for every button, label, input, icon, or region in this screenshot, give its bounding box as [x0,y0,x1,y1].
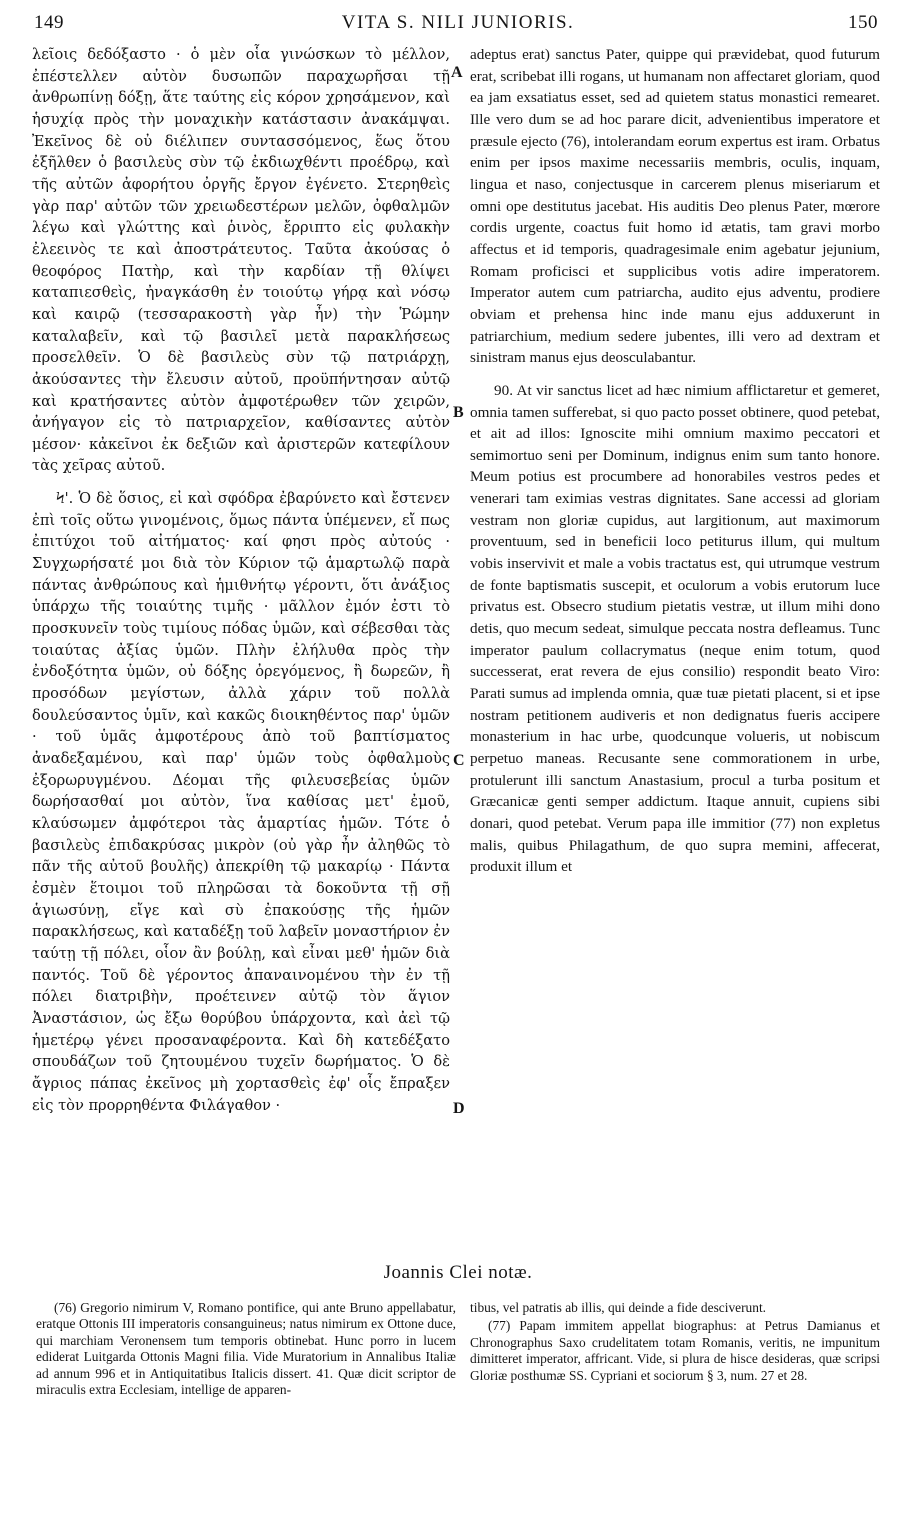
latin-paragraph-1: adeptus erat) sanctus Pater, quippe qui prævidebat, quod futurum erat, scribebat illi rogans, ut humanam non affectaret gloriam, quod ea jam exsatiatus esset, sed ad quietem status monastici remearet. Ille vero dum se ad hoc parare dicit, advenientibus imperatore et præsule ejecto (76), intolerandam eorum expertus est iram. Orbatus enim per ipsos maxime necessariis membris, oculis, inquam, lingua et naso, conjectusque in carcerem plenus miseriarum et omni ope destitutus jacebat. His auditis Deo plenus Pater, mœrore cordis urgente, coactus fuit homo id ætatis, tam gravi morbo affectus et id temporis, quadragesimale enim agebatur jejunium, Romam proficisci et supplicibus votis adire imperatorem. Imperator autem cum patriarcha, audito ejus adventu, prodiere obviam et prehensa hinc inde manu ejus adduxerunt in patriarchium, medium sedere jubentes, illi vero ad dextram et sinistram manus ejus deosculabantur. [470,46,880,367]
margin-mark-c: C [453,752,465,769]
footnote-76-continued: tibus, vel patratis ab illis, qui deinde a fide desciverunt. [470,1300,767,1315]
running-title: VITA S. NILI JUNIORIS. [341,12,575,33]
footnote-77: (77) Papam immitem appellat biographus: at Petrus Damianus et Chronographus Saxo crudelitatem totam Romanis, veritis, ne impunitum dimitteret imperator, affricant. Vide, si plura de hisce desideras, quæ scripsi Gloriæ posthumæ SS. Cypriani et sociorum § 3, num. 27 et 28. [470,1318,880,1383]
latin-paragraph-2: 90. At vir sanctus licet ad hæc nimium afflictaretur et gemeret, omnia tamen sufferebat, si quo pacto posset obtinere, quod petebat, et ait ad illos: Ignoscite mihi omnium maximo peccatori et semimortuo seni per Dominum, indignus enim sum tanto honore. Meum potius est procumbere ad honorabiles vestros pedes et venerari tam eximias vestras dignitates. Sane accessi ad gloriam vestram non gloriæ cupidus, aut largitionum, aut maximorum proventuum, sed in beneficii loco petiturus illum, qui multum vobis inservivit et male a vobis tractatus est, qui utrumque vestrum de fonte baptismatis suscepit, et oculorum a vobis erutorum luce privatus est. Obsecro studium pietatis vestræ, ut illum mihi dono detis, quo mecum sedeat, simulque peccata nostra defleamus. Tunc imperator paulum collacrymatus (neque enim totum, quod successerat, erat revera de ejus consilio) respondit beato Viro: Parati sumus ad implenda omnia, quæ tuæ pietati placent, si et ipse nostram petitionem audiveris et non dedignatus fueris accipere monasterium in hac urbe, quodcunque volueris, ut nobiscum perpetuo maneas. Recusante sene commorationem in urbe, protulerunt illi sanctum Anastasium, procul a turba positum et Græcanicæ genti semper addictum. Itaque annuit, cupiens sibi donari, quod petebat. Verum papa ille immitior (77) non expletus malis, quibus Philagathum, de quo supra memini, affecerat, produxit illum et [470,381,880,876]
greek-paragraph-2: Ϟ'. Ὁ δὲ ὅσιος, εἰ καὶ σφόδρα ἐβαρύνετο καὶ ἔστενεν ἐπὶ τοῖς οὕτω γινομένοις, ὅμως πάντα ὑπέμενεν, εἴ πως ἐπιτύχοι τοῦ αἰτήματος· καί φησι πρὸς αὐτούς · Συγχωρήσατέ μοι διὰ τὸν Κύριον τῷ ἁμαρτωλῷ παρὰ πάντας ἀνθρώπους καὶ ἡμιθνήτῳ γέροντι, ὅτι ἀνάξιος ὑπάρχω τῆς τοιαύτης τιμῆς · μᾶλλον ἐμόν ἐστι τὸ προσκυνεῖν τοὺς τιμίους πόδας ὑμῶν, καὶ σέβεσθαι τὰς τοιαύτας ἀξίας ὑμῶν. Πλὴν ἐλήλυθα πρὸς τὴν ἐνδοξότητα ὑμῶν, οὐ δόξης ὀρεγόμενος, ἢ δωρεῶν, ἢ προσόδων μεγίστων, ἀλλὰ χάριν τοῦ πολλὰ δουλεύσαντος ὑμῖν, καὶ κακῶς διοικηθέντος παρ' ὑμῶν · τοῦ ὑμᾶς ἀμφοτέρους ἀπὸ τοῦ βαπτίσματος ἀναδεξαμένου, καὶ παρ' ὑμῶν τοὺς ὀφθαλμοὺς ἐξορωρυγμένου. Δέομαι τῆς φιλευσεβείας ὑμῶν δωρήσασθαί μοι αὐτὸν, ἵνα καθίσας μετ' ἐμοῦ, κλαύσωμεν ἀμφότεροι τὰς ἁμαρτίας ἡμῶν. Τότε ὁ βασιλεὺς ἐπιδακρύσας μικρὸν (οὐ γὰρ ἦν ἀληθῶς τὸ πᾶν τῆς αὐτοῦ βουλῆς) ἀπεκρίθη τῷ μακαρίῳ · Πάντα ἐσμὲν ἕτοιμοι τοῦ πληρῶσαι τὰ δοκοῦντα τῇ σῇ ἁγιωσύνῃ, εἴγε καὶ σὺ ἐπακούσῃς τῆς ἡμῶν παρακλήσεως, καὶ καταδέξῃ τοῦ λαβεῖν μοναστήριον ἐν ταύτῃ τῇ πόλει, οἷον ἂν βούλῃ, καὶ εἶναι μεθ' ἡμῶν διὰ παντός. Τοῦ δὲ γέροντος ἀπαναινομένου τὴν ἐν τῇ πόλει διατριβὴν, προέτεινεν αὐτῷ τὸν ἅγιον Ἀναστάσιον, ὡς ἔξω θορύβου ὑπάρχοντα, καὶ ἀεὶ τῷ ἡμετέρῳ γένει προσαναφέροντα. Καὶ δὴ κατεδέξατο σπουδάζων τοῦ ζητουμένου τυχεῖν δωρήματος. Ὁ δὲ ἄγριος πάπας ἐκεῖνος μὴ χορτασθεὶς ἐφ' οἷς ἔπραξεν εἰς τὸν προρρηθέντα Φιλάγαθον · [32,490,450,1114]
greek-paragraph-1: λεῖοις δεδόξαστο · ὁ μὲν οἷα γινώσκων τὸ μέλλον, ἐπέστελλεν αὐτὸν δυσωπῶν παραχωρῆσαι τῇ ἀνθρωπίνῃ δόξῃ, ἅτε ταύτης εἰς κόρον χρησάμενον, καὶ ἡσυχίᾳ πρὸς τὴν μοναχικὴν κατάστασιν ἀνακάμψαι. Ἐκεῖνος δὲ οὐ διέλιπεν συντασσόμενος, ἕως ὅτου ἐξῆλθεν ὁ βασιλεὺς σὺν τῷ ἐκδιωχθέντι προέδρῳ, καὶ τῆς αὐτῶν ἀφορήτου ὀργῆς ἔργον ἐγένετο. Στερηθεὶς γὰρ παρ' αὐτῶν τῶν χρειωδεστέρων μελῶν, ὀφθαλμῶν λέγω καὶ γλώττης καὶ ῥινὸς, ἔρριπτο εἰς φυλακὴν ἐλεεινὸς τε καὶ ἀποστράτευτος. Ταῦτα ἀκούσας ὁ θεοφόρος Πατὴρ, καὶ τὴν καρδίαν τῇ θλίψει καταπιεσθεὶς, ἠναγκάσθη ἐν τοιούτῳ γήρᾳ καὶ νόσῳ καὶ καιρῷ (τεσσαρακοστὴ γὰρ ἦν) τὴν Ῥώμην καταλαβεῖν, καὶ τῷ βασιλεῖ μετὰ παρακλήσεως προσελθεῖν. Ὁ δὲ βασιλεὺς σὺν τῷ πατριάρχῃ, ἀκούσαντες τὴν ἔλευσιν αὐτοῦ, προϋπήντησαν αὐτῷ καὶ κρατήσαντες αὐτὸν ἀμφοτέρωθεν τῶν χειρῶν, ἀνήγαγον εἰς τὸ πατριαρχεῖον, καθίσαντες αὐτὸν μέσον· κἀκεῖνοι ἐκ δεξιῶν καὶ ἀριστερῶν κατεφίλουν τὰς χεῖρας αὐτοῦ. [32,46,450,475]
notes-column-left [36,1300,456,1398]
margin-mark-d: D [453,1100,465,1117]
page-number-left: 149 [34,12,64,33]
latin-column [470,44,880,1234]
margin-mark-a: A [451,64,463,81]
greek-column [32,44,450,1234]
page-number-right: 150 [848,12,878,33]
footnote-76: (76) Gregorio nimirum V, Romano pontifice, qui ante Bruno appellabatur, eratque Ottonis III imperatoris consanguineus; natus nimirum ex Ottone duce, qui marchiam Veronensem tum temporis obtinebat. Hunc porro in lucem ediderat Luitgarda Ottonis Magni filia. Vide Muratorium in Annalibus Italiæ ad annum 996 et in Antiquitatibus Italicis dissert. 41. Quæ dicit scriptor de miraculis extra Ecclesiam, intellige de apparen- [36,1300,456,1398]
notes-column-right [470,1300,880,1384]
notes-heading: Joannis Clei notæ. [383,1262,533,1283]
margin-mark-b: B [453,404,464,421]
